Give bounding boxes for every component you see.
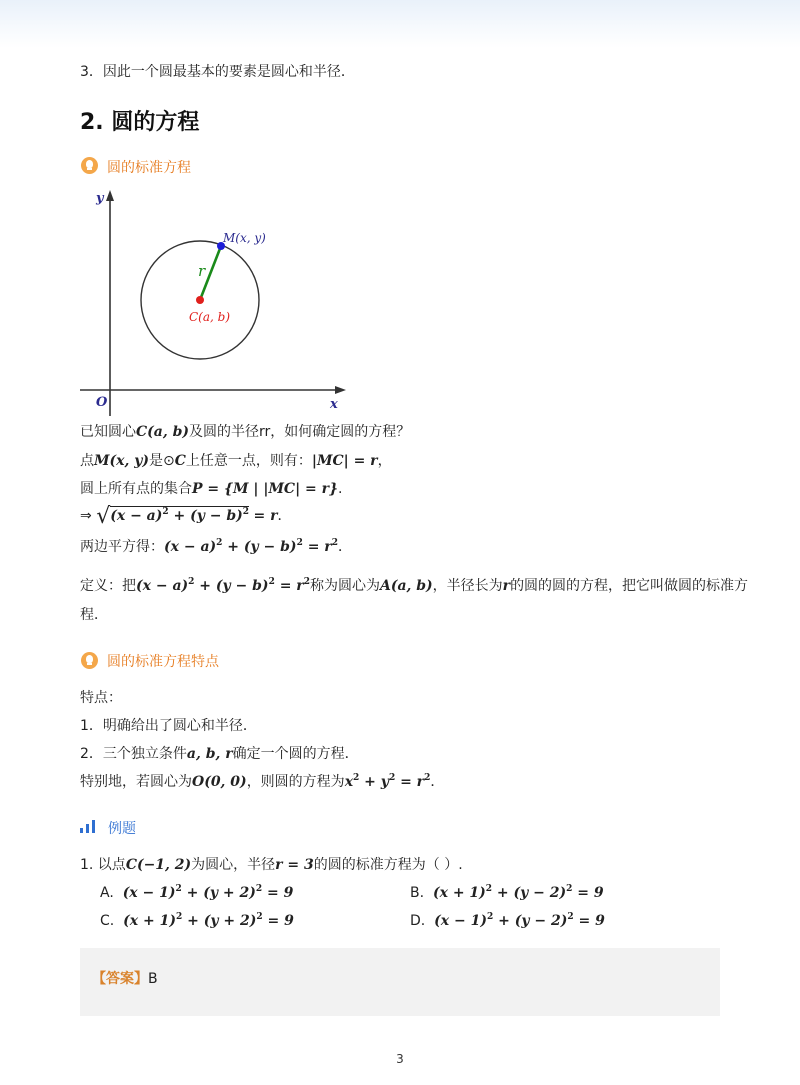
answer-value: B [148,971,158,987]
lightbulb-icon [81,157,98,174]
answer-line [92,969,158,989]
derivation-line-3 [80,479,342,499]
math-radicand: $(x - a)^2 + (y - b)^2$ [110,507,250,524]
answer-label: 【答案】 [92,971,148,987]
option-letter: B. [410,885,425,901]
derivation-line-5 [80,537,352,557]
text: ． [277,508,292,524]
math-standard-equation: $(x - a)^2 + (y - b)^2 = r^2$ [136,577,310,594]
option-b[interactable] [410,883,604,903]
point-m-label: M(x, y) [223,231,266,245]
derivation-line-2 [80,451,392,471]
math-distance: |MC| = r [311,453,378,469]
option-c[interactable] [100,911,294,931]
math-point: M(x, y) [94,453,149,469]
text: 是⊙ [148,453,175,469]
option-letter: C. [100,913,115,929]
text: ． [337,539,352,555]
option-expression: $(x + 1)^2 + (y + 2)^2 = 9$ [123,912,294,929]
intro-item: 3．因此一个圆最基本的要素是圆心和半径． [80,64,355,80]
text: 已知圆心 [80,424,136,440]
y-axis-arrow [106,190,114,201]
x-axis-label: x [330,397,338,412]
text: 1. 以点 [80,857,126,873]
math-rhs: = r [253,508,278,524]
circle-figure [80,182,360,422]
math-center-a: A(a, b) [379,578,433,594]
math-c: C [174,453,186,469]
sqrt-symbol: √ [96,504,111,529]
option-d[interactable] [410,911,605,931]
text: . [338,481,343,497]
text: 的圆的标准方程为（ ）. [313,857,463,873]
option-expression: $(x + 1)^2 + (y - 2)^2 = 9$ [432,884,604,901]
center-label: C(a, b) [189,310,231,324]
text: 特别地，若圆心为 [80,774,192,790]
definition-line-1 [80,576,748,596]
option-expression: $(x - 1)^2 + (y + 2)^2 = 9$ [122,884,294,901]
question-1 [80,855,463,875]
center-point [196,296,204,304]
implies-symbol: ⇒ [80,508,92,524]
text: 圆上所有点的集合 [80,481,192,497]
math-conditions: a, b, r [186,746,233,762]
math-squared-equation: $(x - a)^2 + (y - b)^2 = r^2$ [164,538,338,555]
header-band [0,0,800,48]
option-letter: D. [410,913,426,929]
text: ，半径长为 [432,578,503,594]
answer-box [80,948,720,1016]
bar-chart-icon [80,820,98,833]
text: 称为圆心为 [309,578,380,594]
page-number: 3 [396,1052,404,1066]
math-center: C(a, b) [136,424,189,440]
feature-item-2 [80,744,359,764]
origin-label: O [96,395,108,410]
section-heading: 2. 圆的方程 [80,110,200,135]
subsection-title-standard-equation: 圆的标准方程 [107,160,191,176]
math-origin: O(0, 0) [192,774,247,790]
math-center: C(−1, 2) [125,857,192,873]
text: 确定一个圆的方程． [232,746,359,762]
option-a[interactable] [100,883,293,903]
text: 点 [80,453,94,469]
text: 为圆心，半径 [191,857,276,873]
math-set: P = {M | |MC| = r} [192,481,339,497]
text: 2．三个独立条件 [80,746,187,762]
option-expression: $(x - 1)^2 + (y - 2)^2 = 9$ [434,912,605,929]
x-axis-arrow [335,386,346,394]
lightbulb-icon [81,652,98,669]
derivation-line-1 [80,422,410,442]
feature-special-case [80,772,444,792]
text: 的圆的圆的方程，把它叫做圆的标准方 [510,578,749,594]
text: 两边平方得： [80,539,164,555]
text: ． [430,774,445,790]
math-radius: r = 3 [275,857,314,873]
example-title: 例题 [108,821,136,837]
derivation-line-4 [80,506,291,527]
text: ，则圆的方程为 [246,774,345,790]
math-origin-equation: $x^2 + y^2 = r^2$ [344,773,431,790]
definition-line-2: 程． [80,607,108,623]
text: 上任意一点，则有： [185,453,312,469]
features-label: 特点： [80,690,122,706]
subsection-title-features: 圆的标准方程特点 [107,654,219,670]
math-r: r [502,578,511,594]
option-letter: A. [100,885,114,901]
y-axis-label: y [96,191,104,206]
radius-label: r [198,262,206,280]
feature-item-1: 1．明确给出了圆心和半径． [80,718,257,734]
text: 定义：把 [80,578,136,594]
text: 及圆的半径rr，如何确定圆的方程？ [189,424,411,440]
text: ， [377,453,392,469]
